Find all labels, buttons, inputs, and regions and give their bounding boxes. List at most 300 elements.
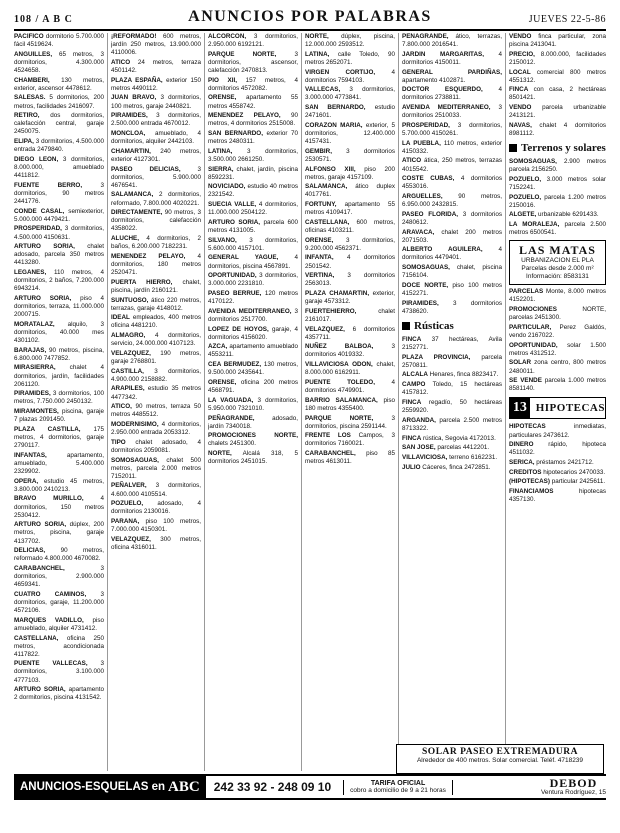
ad-text: 5 dormitorios, 200 metros, facilidades 2416097. [14,94,104,110]
classified-ad [402,454,502,462]
ad-heading: ARAPILES, [111,385,145,393]
ad-text: rápido, hipoteca 4511032. [509,441,606,457]
ad-text: 3 dormitorios 2510033. [402,104,502,120]
classified-ad [208,379,298,395]
ad-text: 24 metros, terraza 4501142. [111,58,201,74]
classified-ad [111,518,201,534]
classified-ad [111,482,201,498]
section-rusticas [402,320,502,332]
ad-text: 190 metros, garaje 2768801. [111,349,201,365]
classified-ad [305,86,395,102]
classified-ad [14,495,104,519]
column-4 [305,33,395,771]
ad-heading: PASEO DELICIAS, [111,165,181,173]
ad-heading: VERTINA, [305,272,335,280]
classified-ad [402,122,502,138]
ad-text: piso 85 metros 4613011. [305,450,395,466]
ad-text: ático, terrazas, 7.800.000 2016541. [402,33,502,49]
ad-heading: SOMOSAGUAS, [402,264,450,272]
ad-heading: SERICA, [509,458,535,466]
ad-heading: LATINA, [208,147,233,155]
column-divider [505,33,506,771]
ad-text: 130 metros, exterior, ascensor 4478612. [14,76,104,92]
ad-text: calle Toledo, 90 metros 2652071. [305,50,395,66]
ad-heading: GENERAL PARDIÑAS, [402,68,502,76]
ad-heading: CHAMARTIN, [111,147,151,155]
column-divider [204,33,205,771]
ad-heading: COSTE CUBAS, [402,175,455,183]
ad-text: 4 dormitorios, 2.950.000 entrada 2053312. [111,421,201,437]
ad-heading: LA VAGUADA, [208,396,254,404]
ad-text: ático duplex 4017761. [305,183,395,199]
ad-text: 175 metros, 4 dormitorios, garaje 2790117. [14,425,104,450]
classified-ad [305,166,395,182]
classified-ad [208,343,298,359]
ad-text: solar 1.500 metros 4312512. [509,341,606,357]
ad-heading: LEGANES, [14,269,47,277]
classified-ad [14,138,104,154]
ad-text: estudio 35 metros 4477342. [111,385,201,401]
ad-text: apartamento 4102871. [402,76,466,84]
ad-heading: ORENSE, [208,378,237,386]
ad-text: exterior, garaje 4573312. [305,290,395,306]
ad-heading: PLAZA CHAMARTIN, [305,290,370,298]
classified-ad [14,426,104,450]
ad-heading: CASTILLA, [111,367,144,375]
ad-text: 3.000 metros solar 7152241. [509,175,606,191]
ad-heading: PEÑAGRANDE, [208,414,255,422]
classified-ad [509,324,606,340]
ad-heading: SIERRA, [208,165,234,173]
classified-ad [402,464,502,472]
ad-heading: PIO XII, [208,76,237,84]
ad-heading: BARAJAS, [14,346,47,354]
ad-heading: PARQUE NORTE, [305,414,374,422]
ad-text: 110 metros, exterior 4150332. [402,139,502,155]
ad-heading: FORTUNY, [305,201,337,209]
classified-ad [402,33,502,49]
classified-ad [402,175,502,191]
ad-heading: POZUELO, [509,193,542,201]
ad-heading: SALAMANCA, [305,183,348,191]
ad-text: 600 metros, oficinas 4103211. [305,218,395,234]
classified-ad [305,326,395,342]
classified-ad [402,336,502,352]
classified-ad [402,246,502,262]
ad-text: 3 dormitorios 2517700. [208,307,298,323]
ad-text: comercial 800 metros 4551312. [509,68,606,84]
classified-ad [402,193,502,209]
classified-ad [111,297,201,313]
ad-heading: PEÑAGRANDE, [402,33,449,40]
ad-text: estudio 40 metros 2321542. [208,183,298,199]
las-matas-box [509,240,606,285]
ad-heading: DOCTOR ESQUERDO, [402,86,483,94]
ad-text: apartamento 2 dormitorios, piscina 4131542. [14,686,104,702]
ad-text: ático 220 metros, terrazas, garaje 4148012. [111,296,201,312]
classified-ad [14,94,104,110]
ad-text: 3 dormitorios 2563013. [305,272,395,288]
ad-text: Cáceres, finca 2472851. [422,463,491,471]
classified-ad [14,364,104,388]
debod-title: DEBOD [549,776,598,791]
ad-heading: VENDO [509,33,532,40]
page-date: JUEVES 22-5-86 [528,14,606,25]
ad-text: 4 dormitorios, 2 baños, 6.200.000 7182231. [111,235,201,251]
classified-ad [14,225,104,241]
ad-text: 4 dormitorios 4150011. [402,50,502,66]
ad-text: 3 dormitorios, 100 metros, garaje 2440821. [111,94,201,110]
ad-heading: ALCALA [402,371,428,379]
ad-text: 3 dormitorios, 5.900.000 4676541. [111,165,201,189]
classified-ad [208,361,298,377]
classified-ad [14,635,104,659]
ad-text: 3 dormitorios, 3.500.000 2661250. [208,147,298,163]
ad-heading: CEA BERMUDEZ, [208,361,262,369]
column-2 [111,33,201,771]
classified-ad [305,290,395,306]
ad-heading: CUATRO CAMINOS, [14,590,87,598]
ad-heading: NORTE, [305,33,329,40]
solar-box-text: Alrededor de 400 metros. Solar comercial. Teléf. 4718239 [416,757,584,764]
abc-logo: ABC [168,778,200,795]
ad-heading: LA MORALEJA, [509,221,560,229]
classified-ad [509,459,606,467]
ad-heading: FRENTE LOS [305,432,351,440]
las-matas-line: URBANIZACION EL PLA [521,257,594,265]
ad-heading: ATICO [402,157,422,165]
ad-text: Alcalá 318, 5 dormitorios 2451015. [208,450,298,466]
ad-heading: ARTURO SORIA, [208,218,261,226]
ad-text: NORTE, parcelas 2451300. [509,306,606,322]
classified-ad [14,156,104,180]
ad-heading: SOLAR [509,359,532,367]
classified-ad [305,237,395,253]
ad-text: garaje, 4 dormitorios 4156020. [208,325,298,341]
classified-ad [509,469,606,477]
classified-ad [14,51,104,75]
classified-ad [208,183,298,199]
classified-ad [402,435,502,443]
ad-heading: CONDE CASAL, [14,207,65,215]
column-6 [509,33,606,771]
classified-ad [305,69,395,85]
page-number: 108 / A B C [14,14,73,25]
ad-text: 3 dormitorios, 3.000.000 2231810. [208,272,298,288]
ad-text: piso 100 metros, 7.000.000 4150301. [111,518,201,534]
classified-ad [111,350,201,366]
ad-text: 4 dormitorios 2738811. [402,86,502,102]
ad-text: 3 dormitorios, 5.700.000 4150261. [402,121,502,137]
ad-heading: MIRASIERRA, [14,364,56,372]
ad-heading: MORATALAZ, [14,320,55,328]
ad-text: 3 dormitorios, 3.100.000 4777103. [14,660,104,684]
classified-ad [305,122,395,146]
ad-heading: ARAVACA, [402,228,435,236]
classified-ad [208,254,298,270]
classified-ad [208,33,298,49]
classified-ad [509,377,606,393]
classified-ad [402,354,502,370]
ad-heading: VIRGEN CORTIJO, [305,68,376,76]
classified-ad [509,221,606,237]
classified-ad [111,385,201,401]
classified-ad [14,33,104,49]
section-title: Rústicas [414,319,454,332]
ad-text: 4 dormitorios, 150 metros 2530412. [14,495,104,519]
classified-ad [111,130,201,146]
classified-ad [305,219,395,235]
classified-ad [402,399,502,415]
ad-text: chalets 2451300. [208,440,256,448]
ad-heading: OPORTUNIDAD, [509,341,558,349]
ad-text: chalet, piscina 7156104. [402,264,502,280]
ad-text: 4 dormitorios, piscina 4567891. [208,254,298,270]
ad-heading: FUENTE BERRO, [14,181,83,189]
classified-ad [305,308,395,324]
ad-heading: BARRIO SALAMANCA, [305,396,378,404]
column-divider [398,33,399,771]
las-matas-line: Información: 8583131 [526,273,589,281]
ad-heading: MONCLOA, [111,130,146,137]
debod-box [541,777,606,797]
ad-heading: ARGANDA, [402,416,436,424]
classified-ad [305,183,395,199]
ad-heading: INFANTAS, [14,451,47,459]
ad-text: 157 metros, 4 dormitorios 4572082. [208,76,298,92]
ad-text: semiexterior, 5.000.000 4479421. [14,207,104,223]
ad-heading: CASTELLANA, [305,218,350,226]
ad-heading: JARDIN MARGARITAS, [402,50,484,58]
classified-ad [509,423,606,439]
classified-ad [111,403,201,419]
classified-ad [208,130,298,146]
ad-text: 300 metros, oficina 4316011. [111,535,201,551]
classified-ad [14,321,104,345]
ad-text: Campos, 3 dormitorios 7160021. [305,432,395,448]
ad-text: inmediatas, particulares 2473612. [509,423,606,439]
page-header [14,6,606,30]
ad-heading: PROSPERIDAD, [402,121,450,129]
classified-ad [111,77,201,93]
section-number: 13 [510,398,530,418]
classified-ad [208,415,298,431]
ad-heading: NAVAS, [509,121,532,129]
classified-ad [305,148,395,164]
classified-ad [402,264,502,280]
ad-text: parcela 2.500 metros 8713322. [402,416,502,432]
classified-ad [402,51,502,67]
classified-ad [111,166,201,190]
page-title: ANUNCIOS POR PALABRAS [188,8,432,25]
ad-heading: VILLAVICIOSA ODON, [305,361,373,369]
ad-heading: CARABANCHEL, [14,564,65,572]
classified-ad [111,279,201,295]
classified-ad [208,272,298,288]
ad-heading: ORENSE, [208,94,237,102]
ad-text: 3 dormitorios, 2.950.000 6192121. [208,33,298,49]
ad-text: 240 metros, exterior 4127301. [111,147,201,163]
section-title: Terrenos y solares [521,142,606,155]
ad-heading: DIRECTAMENTE, [111,209,163,217]
ad-text: 3 dormitorios, 4.600.000 4105514. [111,482,201,498]
ad-text: chalet, 8.000.000 6162911. [305,361,395,377]
ad-heading: ARTURO SORIA, [14,243,75,251]
ad-text: 4 dormitorios 4553016. [402,175,502,191]
classified-ad [111,148,201,164]
classified-ad [509,288,606,304]
ad-heading: VELAZQUEZ, [111,535,151,543]
solar-box-title: SOLAR PASEO EXTREMADURA [422,747,578,757]
classified-ad [208,450,298,466]
ad-text: estudio 2471601. [305,104,395,120]
ad-text: 4 dormitorios 2501542. [305,254,395,270]
classified-ad [509,306,606,322]
classified-ad [14,390,104,406]
ad-heading: OPERA, [14,477,39,485]
classified-ad [14,208,104,224]
ad-text: 90 metros, terraza 50 metros 4485512. [111,403,201,419]
classified-ad [208,77,298,93]
ad-text: 2.900 metros parcela 2156250. [509,158,606,174]
ad-text: particular 2425611. [551,478,606,486]
ad-heading: ALUCHE, [111,235,139,243]
ad-heading: LOPEZ DE HOYOS, [208,325,269,333]
ad-text: 3 dormitorios, garaje, 11.200.000 4572106. [14,590,104,615]
ad-text: chalet 500 metros, parcela 2.000 metros 7152011. [111,456,201,480]
ad-heading: CARABANCHEL, [305,450,356,458]
ad-text: amueblado, 4 dormitorios, alquiler 2442103. [111,130,201,146]
classified-ad [111,94,201,110]
ad-heading: PUERTA HIERRO, [111,278,173,286]
ad-heading: ARTURO SORIA, [14,294,72,302]
ad-text: piscina, garaje 7 plazas 2091450. [14,408,104,424]
ad-heading: BRAVO MURILLO, [14,495,84,503]
ad-text: 4 dormitorios 4479401. [402,246,502,262]
classified-ad [111,457,201,481]
ad-text: 600 metros, jardín 250 metros, 13.900.000 4110006. [111,33,201,57]
ad-heading: POZUELO, [509,175,542,183]
ad-heading: NUÑEZ BALBOA, [305,343,374,351]
ad-text: hipotecas 4357130. [509,488,606,504]
ad-heading: FINCA [509,86,529,94]
ad-heading: IDEAL [111,314,130,322]
ad-heading: ALMAGRO, [111,332,146,340]
ad-text: chalet 4 dormitorios, jardín, facilidades 2061120. [14,364,104,388]
classified-ad [14,617,104,633]
ad-text: 3 dormitorios, 2.500.000 entrada 4670012. [111,112,201,128]
classified-ad [14,686,104,702]
column-divider [107,33,108,771]
ad-text: 4 dormitorios 7594103. [305,68,395,84]
classified-ad [305,51,395,67]
tarifa-title: TARIFA OFICIAL [370,779,426,787]
classified-ad [14,243,104,267]
ad-heading: AVENIDA MEDITERRANEO, [402,104,491,112]
ad-text: 37 hectáreas, Avila 2152771. [402,335,502,351]
ad-text: exterior 70 metros 2480311. [208,130,298,146]
ad-heading: SUNTUOSO, [111,296,149,304]
ad-heading: MODERNISIMO, [111,421,159,428]
classified-ad [509,86,606,102]
classified-ad [402,157,502,173]
ad-text: 3 dormitorios, 90 metros 2441776. [14,181,104,205]
ad-text: 3 dormitorios 4019332. [305,343,395,359]
ad-text: finca particular, zona piscina 2413041. [509,33,606,49]
classified-ad [305,450,395,466]
ad-heading: ANGUILLES, [14,50,53,58]
ad-heading: FINCA [402,434,422,442]
ad-heading: PIRAMIDES, [14,390,51,398]
ad-heading: SILVANO, [208,236,237,244]
classified-ad [509,104,606,120]
ad-heading: TIPO [111,438,126,446]
ad-heading: PROMOCIONES NORTE, [208,432,298,440]
classified-ad [208,166,298,182]
ad-text: piso 180 metros 4355400. [305,396,395,412]
ad-heading: PARQUE NORTE, [208,50,277,58]
classified-ad [402,140,502,156]
classified-ad [402,300,502,316]
tarifa-box [343,780,453,795]
classified-ad [111,209,201,233]
ad-heading: SALAMANCA, [111,191,154,199]
classified-ad [111,235,201,251]
ad-text: parcela 2.500 metros 6500541. [509,221,606,237]
classified-ad [208,326,298,342]
ad-text: parcela 1.000 metros 8581140. [509,377,606,393]
ad-text: adosado, jardín 7340018. [208,414,298,430]
ad-heading: SOMOSAGUAS, [509,158,557,166]
ad-heading: DIEGO LEON, [14,155,59,163]
classified-ad [208,94,298,110]
ad-heading: INFANTA, [305,254,334,262]
ad-heading: ALGETE, [509,211,537,219]
classified-ad [509,211,606,219]
las-matas-line: Parcelas desde 2.000 m² [521,265,594,273]
ad-heading: SALESAS. [14,94,46,102]
ad-text: 4 dormitorios, 11.000.000 2504122. [208,201,298,217]
ad-text: 4 dormitorios, 180 metros 2520471. [111,252,201,277]
ad-heading: PRECIO, [509,50,535,58]
ad-text: 90 metros, 6.950.000 2432815. [402,193,502,209]
ad-text: parcela 2570811. [402,353,502,369]
classified-ad [402,417,502,433]
classified-ad [305,361,395,377]
ad-text: terreno 6162231. [449,453,498,461]
ad-text: hipotecarios 2470033. [543,468,606,476]
ad-heading: FINCA [402,398,422,406]
ad-heading: SOMOSAGUAS, [111,456,159,464]
ad-text: 3 dormitorios, 8.000.000, amueblado 4411812. [14,155,104,180]
solar-extremadura-box [396,744,604,774]
ad-heading: ALBERTO AGUILERA, [402,246,483,254]
classified-ad [208,112,298,128]
ad-text: adosado, 4 dormitorios 2130016. [111,500,201,516]
ad-text: chalet, jardín, piscina 8592231. [208,165,298,181]
ad-heading: JULIO [402,463,421,471]
ad-text: Monte, 8.000 metros 4152201. [509,288,606,304]
ad-heading: GENERAL YAGUE, [208,254,279,262]
ad-heading: MIRAMONTES, [14,408,59,416]
ad-heading: PEÑALVER, [111,482,147,490]
classified-ad [14,521,104,545]
ad-text: 65 metros, 3 dormitorios, 4.300.000 4524658. [14,50,104,74]
ad-text: 120 metros 4170122. [208,290,298,306]
section-terrenos [509,142,606,154]
ad-text: 3 dormitorios, 5.600.000 4157101. [208,236,298,252]
ad-heading: DINERO [509,441,534,449]
